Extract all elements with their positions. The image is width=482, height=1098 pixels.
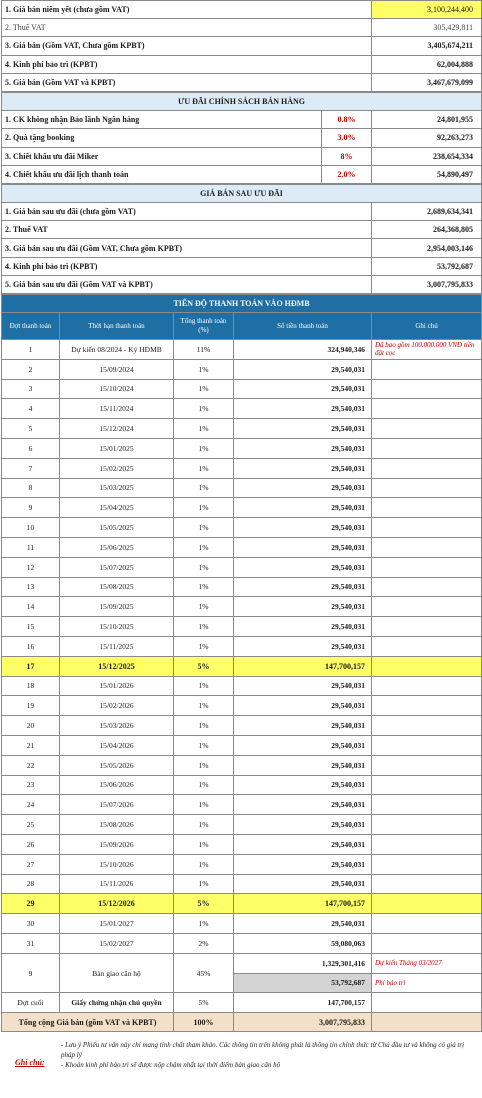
- installment-number: 28: [2, 874, 60, 894]
- notes-label: Ghi chú:: [15, 1058, 45, 1068]
- schedule-row: [2, 518, 482, 538]
- installment-note: [372, 438, 482, 458]
- due-date: 15/10/2024: [60, 379, 174, 399]
- installment-amount: 29,540,031: [234, 914, 372, 934]
- total-label: Tổng cộng Giá bán (gồm VAT và KPBT): [2, 1013, 174, 1032]
- installment-number: 15: [2, 617, 60, 637]
- installment-note: [372, 458, 482, 478]
- installment-note: [372, 518, 482, 538]
- installment-percent: 1%: [174, 755, 234, 775]
- installment-amount: 29,540,031: [234, 438, 372, 458]
- due-date: 15/03/2025: [60, 478, 174, 498]
- installment-amount: 29,540,031: [234, 498, 372, 518]
- schedule-row: [2, 359, 482, 379]
- schedule-row: [2, 834, 482, 854]
- policy-table: [1, 92, 482, 184]
- policy-percent: 0.8%: [322, 111, 372, 129]
- installment-amount: 29,540,031: [234, 874, 372, 894]
- price-list-table: [1, 0, 482, 92]
- due-date: 15/11/2025: [60, 636, 174, 656]
- installment-note: [372, 498, 482, 518]
- installment-note: [372, 735, 482, 755]
- installment-number: 14: [2, 597, 60, 617]
- installment-number: 22: [2, 755, 60, 775]
- installment-amount: 29,540,031: [234, 815, 372, 835]
- due-date: 15/06/2025: [60, 537, 174, 557]
- installment-percent: 1%: [174, 399, 234, 419]
- final-payment-number: Đợt cuối: [2, 993, 60, 1013]
- price-value: 62,004,888: [372, 55, 482, 73]
- due-date: 15/04/2026: [60, 735, 174, 755]
- installment-percent: 1%: [174, 834, 234, 854]
- due-date: 15/01/2026: [60, 676, 174, 696]
- notes-section: [1, 1038, 481, 1098]
- installment-percent: 1%: [174, 537, 234, 557]
- installment-note: [372, 834, 482, 854]
- installment-amount: 29,540,031: [234, 379, 372, 399]
- installment-percent: 1%: [174, 379, 234, 399]
- price-label: 1. Giá bán niêm yết (chưa gồm VAT): [2, 1, 372, 19]
- installment-amount: 29,540,031: [234, 676, 372, 696]
- handover-label: Bàn giao căn hộ: [60, 953, 174, 993]
- schedule-row: [2, 676, 482, 696]
- column-header: Ghi chú: [372, 313, 482, 340]
- installment-amount: 29,540,031: [234, 696, 372, 716]
- payment-schedule-table: [1, 294, 482, 1032]
- schedule-row: [2, 458, 482, 478]
- installment-percent: 1%: [174, 478, 234, 498]
- installment-percent: 1%: [174, 636, 234, 656]
- due-date: 15/07/2026: [60, 795, 174, 815]
- final-payment-amount: 147,700,157: [234, 993, 372, 1013]
- price-label: 3. Giá bán (Gồm VAT, Chưa gồm KPBT): [2, 37, 372, 55]
- schedule-row: [2, 478, 482, 498]
- installment-amount: 147,700,157: [234, 656, 372, 676]
- after-discount-row: [2, 221, 482, 239]
- due-date: 15/05/2026: [60, 755, 174, 775]
- policy-row: [2, 165, 482, 183]
- installment-number: 25: [2, 815, 60, 835]
- installment-note: [372, 379, 482, 399]
- installment-percent: 1%: [174, 438, 234, 458]
- due-date: 15/10/2026: [60, 854, 174, 874]
- installment-amount: 29,540,031: [234, 775, 372, 795]
- final-payment-label: Giấy chứng nhận chủ quyền: [60, 993, 174, 1013]
- price-label: 2. Thuế VAT: [2, 19, 372, 37]
- installment-number: 19: [2, 696, 60, 716]
- installment-number: 23: [2, 775, 60, 795]
- after-discount-value: 264,368,805: [372, 221, 482, 239]
- installment-number: 5: [2, 419, 60, 439]
- installment-number: 2: [2, 359, 60, 379]
- schedule-row: [2, 854, 482, 874]
- installment-amount: 29,540,031: [234, 399, 372, 419]
- installment-note: [372, 399, 482, 419]
- installment-note: [372, 537, 482, 557]
- schedule-row: [2, 498, 482, 518]
- after-discount-label: 3. Giá bán sau ưu đãi (Gồm VAT, Chưa gồm KPBT): [2, 239, 372, 257]
- schedule-row: [2, 636, 482, 656]
- due-date: 15/12/2024: [60, 419, 174, 439]
- schedule-row: [2, 795, 482, 815]
- after-discount-row: [2, 203, 482, 221]
- policy-value: 238,654,334: [372, 147, 482, 165]
- policy-row: [2, 147, 482, 165]
- installment-number: 1: [2, 340, 60, 360]
- after-discount-value: 2,689,634,341: [372, 203, 482, 221]
- installment-amount: 29,540,031: [234, 537, 372, 557]
- policy-row: [2, 129, 482, 147]
- installment-amount: 29,540,031: [234, 478, 372, 498]
- schedule-row: [2, 894, 482, 914]
- price-value: 3,100,244,400: [372, 1, 482, 19]
- installment-amount: 29,540,031: [234, 617, 372, 637]
- total-amount: 3,007,795,833: [234, 1013, 372, 1032]
- after-discount-row: [2, 275, 482, 293]
- schedule-row: [2, 617, 482, 637]
- price-value: 305,429,811: [372, 19, 482, 37]
- schedule-row: [2, 874, 482, 894]
- installment-note: [372, 795, 482, 815]
- installment-amount: 29,540,031: [234, 557, 372, 577]
- after-discount-label: 4. Kinh phí bảo trì (KPBT): [2, 257, 372, 275]
- schedule-row: [2, 577, 482, 597]
- total-percent: 100%: [174, 1013, 234, 1032]
- installment-number: 31: [2, 933, 60, 953]
- installment-amount: 29,540,031: [234, 735, 372, 755]
- due-date: 15/06/2026: [60, 775, 174, 795]
- schedule-row: [2, 933, 482, 953]
- installment-note: Đã bao gồm 100.000.000 VNĐ tiền đặt cọc: [372, 340, 482, 360]
- installment-number: 24: [2, 795, 60, 815]
- installment-note: [372, 914, 482, 934]
- policy-percent: 3.0%: [322, 129, 372, 147]
- installment-note: [372, 359, 482, 379]
- installment-note: [372, 894, 482, 914]
- installment-number: 29: [2, 894, 60, 914]
- installment-number: 16: [2, 636, 60, 656]
- installment-percent: 1%: [174, 775, 234, 795]
- installment-note: [372, 557, 482, 577]
- column-header: Đợt thanh toán: [2, 313, 60, 340]
- installment-percent: 1%: [174, 795, 234, 815]
- installment-amount: 29,540,031: [234, 577, 372, 597]
- due-date: 15/05/2025: [60, 518, 174, 538]
- after-discount-label: 1. Giá bán sau ưu đãi (chưa gồm VAT): [2, 203, 372, 221]
- installment-amount: 29,540,031: [234, 795, 372, 815]
- installment-number: 12: [2, 557, 60, 577]
- after-discount-label: 5. Giá bán sau ưu đãi (Gồm VAT và KPBT): [2, 275, 372, 293]
- installment-number: 27: [2, 854, 60, 874]
- due-date: 15/04/2025: [60, 498, 174, 518]
- handover-note: Dự kiến Tháng 03/2027: [372, 953, 482, 973]
- installment-percent: 1%: [174, 557, 234, 577]
- installment-percent: 1%: [174, 735, 234, 755]
- due-date: 15/03/2026: [60, 716, 174, 736]
- price-row: [2, 37, 482, 55]
- final-payment-percent: 5%: [174, 993, 234, 1013]
- due-date: 15/12/2026: [60, 894, 174, 914]
- schedule-row: [2, 656, 482, 676]
- installment-percent: 1%: [174, 617, 234, 637]
- policy-value: 92,263,273: [372, 129, 482, 147]
- schedule-row: [2, 914, 482, 934]
- installment-number: 9: [2, 498, 60, 518]
- installment-note: [372, 696, 482, 716]
- installment-percent: 1%: [174, 419, 234, 439]
- note-line-1: - Lưu ý Phiếu tư vấn này chỉ mang tính chất tham khảo. Các thông tin trên không phát là thông tin chính thức từ Chủ đầu tư và không có giá trị pháp lý: [61, 1041, 465, 1060]
- installment-percent: 1%: [174, 716, 234, 736]
- after-discount-row: [2, 257, 482, 275]
- price-row: [2, 19, 482, 37]
- price-label: 4. Kinh phí bảo trì (KPBT): [2, 55, 372, 73]
- schedule-row: [2, 419, 482, 439]
- schedule-row: [2, 340, 482, 360]
- price-sheet: [1, 0, 481, 1098]
- policy-label: 2. Quà tặng booking: [2, 129, 322, 147]
- installment-percent: 1%: [174, 577, 234, 597]
- schedule-row: [2, 696, 482, 716]
- installment-note: [372, 419, 482, 439]
- handover-amount: 1,329,301,416: [234, 953, 372, 973]
- due-date: 15/07/2025: [60, 557, 174, 577]
- installment-number: 13: [2, 577, 60, 597]
- installment-number: 11: [2, 537, 60, 557]
- installment-percent: 1%: [174, 696, 234, 716]
- installment-percent: 1%: [174, 597, 234, 617]
- price-row: [2, 1, 482, 19]
- installment-percent: 1%: [174, 458, 234, 478]
- installment-number: 3: [2, 379, 60, 399]
- installment-amount: 29,540,031: [234, 716, 372, 736]
- installment-note: [372, 676, 482, 696]
- due-date: 15/01/2025: [60, 438, 174, 458]
- installment-number: 10: [2, 518, 60, 538]
- installment-number: 4: [2, 399, 60, 419]
- installment-percent: 5%: [174, 656, 234, 676]
- maintenance-fee-amount: 53,792,687: [234, 973, 372, 993]
- schedule-row: [2, 537, 482, 557]
- installment-number: 8: [2, 478, 60, 498]
- after-discount-value: 2,954,003,146: [372, 239, 482, 257]
- after-discount-header: GIÁ BÁN SAU ƯU ĐÃI: [2, 184, 482, 202]
- installment-note: [372, 874, 482, 894]
- installment-amount: 29,540,031: [234, 359, 372, 379]
- installment-number: 7: [2, 458, 60, 478]
- installment-percent: 1%: [174, 854, 234, 874]
- installment-number: 18: [2, 676, 60, 696]
- due-date: 15/10/2025: [60, 617, 174, 637]
- due-date: 15/02/2027: [60, 933, 174, 953]
- due-date: 15/02/2025: [60, 458, 174, 478]
- after-discount-row: [2, 239, 482, 257]
- installment-amount: 29,540,031: [234, 597, 372, 617]
- installment-note: [372, 577, 482, 597]
- installment-percent: 11%: [174, 340, 234, 360]
- installment-note: [372, 617, 482, 637]
- installment-percent: 2%: [174, 933, 234, 953]
- policy-label: 3. Chiết khấu ưu đãi Miker: [2, 147, 322, 165]
- installment-percent: 1%: [174, 874, 234, 894]
- installment-percent: 1%: [174, 914, 234, 934]
- policy-row: [2, 111, 482, 129]
- installment-note: [372, 933, 482, 953]
- schedule-row: [2, 716, 482, 736]
- price-value: 3,405,674,211: [372, 37, 482, 55]
- after-discount-table: [1, 184, 482, 294]
- installment-amount: 29,540,031: [234, 419, 372, 439]
- column-header: Số tiền thanh toán: [234, 313, 372, 340]
- installment-percent: 5%: [174, 894, 234, 914]
- due-date: 15/01/2027: [60, 914, 174, 934]
- after-discount-value: 53,792,687: [372, 257, 482, 275]
- installment-percent: 1%: [174, 815, 234, 835]
- installment-number: 17: [2, 656, 60, 676]
- due-date: 15/11/2026: [60, 874, 174, 894]
- due-date: 15/08/2025: [60, 577, 174, 597]
- price-value: 3,467,679,099: [372, 73, 482, 91]
- installment-percent: 1%: [174, 498, 234, 518]
- handover-number: 9: [2, 953, 60, 993]
- policy-percent: 8%: [322, 147, 372, 165]
- installment-number: 30: [2, 914, 60, 934]
- installment-number: 21: [2, 735, 60, 755]
- installment-note: [372, 597, 482, 617]
- policy-label: 1. CK không nhận Bảo lãnh Ngân hàng: [2, 111, 322, 129]
- handover-percent: 45%: [174, 953, 234, 993]
- installment-amount: 29,540,031: [234, 458, 372, 478]
- installment-note: [372, 716, 482, 736]
- maintenance-fee-note: Phí bảo trì: [372, 973, 482, 993]
- installment-percent: 1%: [174, 359, 234, 379]
- schedule-header: TIẾN ĐỘ THANH TOÁN VÀO HĐMB: [2, 295, 482, 313]
- schedule-row: [2, 597, 482, 617]
- policy-value: 24,801,955: [372, 111, 482, 129]
- due-date: 15/08/2026: [60, 815, 174, 835]
- schedule-row: [2, 379, 482, 399]
- schedule-row: [2, 557, 482, 577]
- installment-note: [372, 815, 482, 835]
- installment-note: [372, 478, 482, 498]
- schedule-row: [2, 775, 482, 795]
- installment-number: 6: [2, 438, 60, 458]
- due-date: 15/09/2026: [60, 834, 174, 854]
- installment-number: 20: [2, 716, 60, 736]
- due-date: 15/09/2025: [60, 597, 174, 617]
- installment-note: [372, 656, 482, 676]
- installment-amount: 324,940,346: [234, 340, 372, 360]
- column-header: Thời hạn thanh toán: [60, 313, 174, 340]
- price-row: [2, 55, 482, 73]
- installment-note: [372, 854, 482, 874]
- price-label: 5. Giá bán (Gồm VAT và KPBT): [2, 73, 372, 91]
- installment-note: [372, 636, 482, 656]
- due-date: 15/09/2024: [60, 359, 174, 379]
- policy-percent: 2.0%: [322, 165, 372, 183]
- installment-amount: 147,700,157: [234, 894, 372, 914]
- installment-amount: 29,540,031: [234, 636, 372, 656]
- due-date: 15/12/2025: [60, 656, 174, 676]
- schedule-row: [2, 438, 482, 458]
- policy-label: 4. Chiết khấu ưu đãi lịch thanh toán: [2, 165, 322, 183]
- installment-amount: 29,540,031: [234, 755, 372, 775]
- policy-value: 54,890,497: [372, 165, 482, 183]
- after-discount-label: 2. Thuế VAT: [2, 221, 372, 239]
- installment-amount: 29,540,031: [234, 854, 372, 874]
- schedule-row: [2, 735, 482, 755]
- after-discount-value: 3,007,795,833: [372, 275, 482, 293]
- price-row: [2, 73, 482, 91]
- installment-amount: 29,540,031: [234, 834, 372, 854]
- schedule-row: [2, 815, 482, 835]
- installment-percent: 1%: [174, 518, 234, 538]
- installment-number: 26: [2, 834, 60, 854]
- installment-note: [372, 755, 482, 775]
- installment-note: [372, 775, 482, 795]
- installment-percent: 1%: [174, 676, 234, 696]
- schedule-row: [2, 399, 482, 419]
- note-line-2: - Khoản kinh phí bảo trì sẽ được nộp chậm nhất tại thời điểm bàn giao căn hộ: [61, 1061, 281, 1070]
- due-date: Dự kiến 08/2024 - Ký HĐMB: [60, 340, 174, 360]
- installment-amount: 29,540,031: [234, 518, 372, 538]
- due-date: 15/02/2026: [60, 696, 174, 716]
- schedule-row: [2, 755, 482, 775]
- due-date: 15/11/2024: [60, 399, 174, 419]
- policy-header: ƯU ĐÃI CHÍNH SÁCH BÁN HÀNG: [2, 92, 482, 110]
- column-header: Tổng thanh toán (%): [174, 313, 234, 340]
- installment-amount: 59,080,063: [234, 933, 372, 953]
